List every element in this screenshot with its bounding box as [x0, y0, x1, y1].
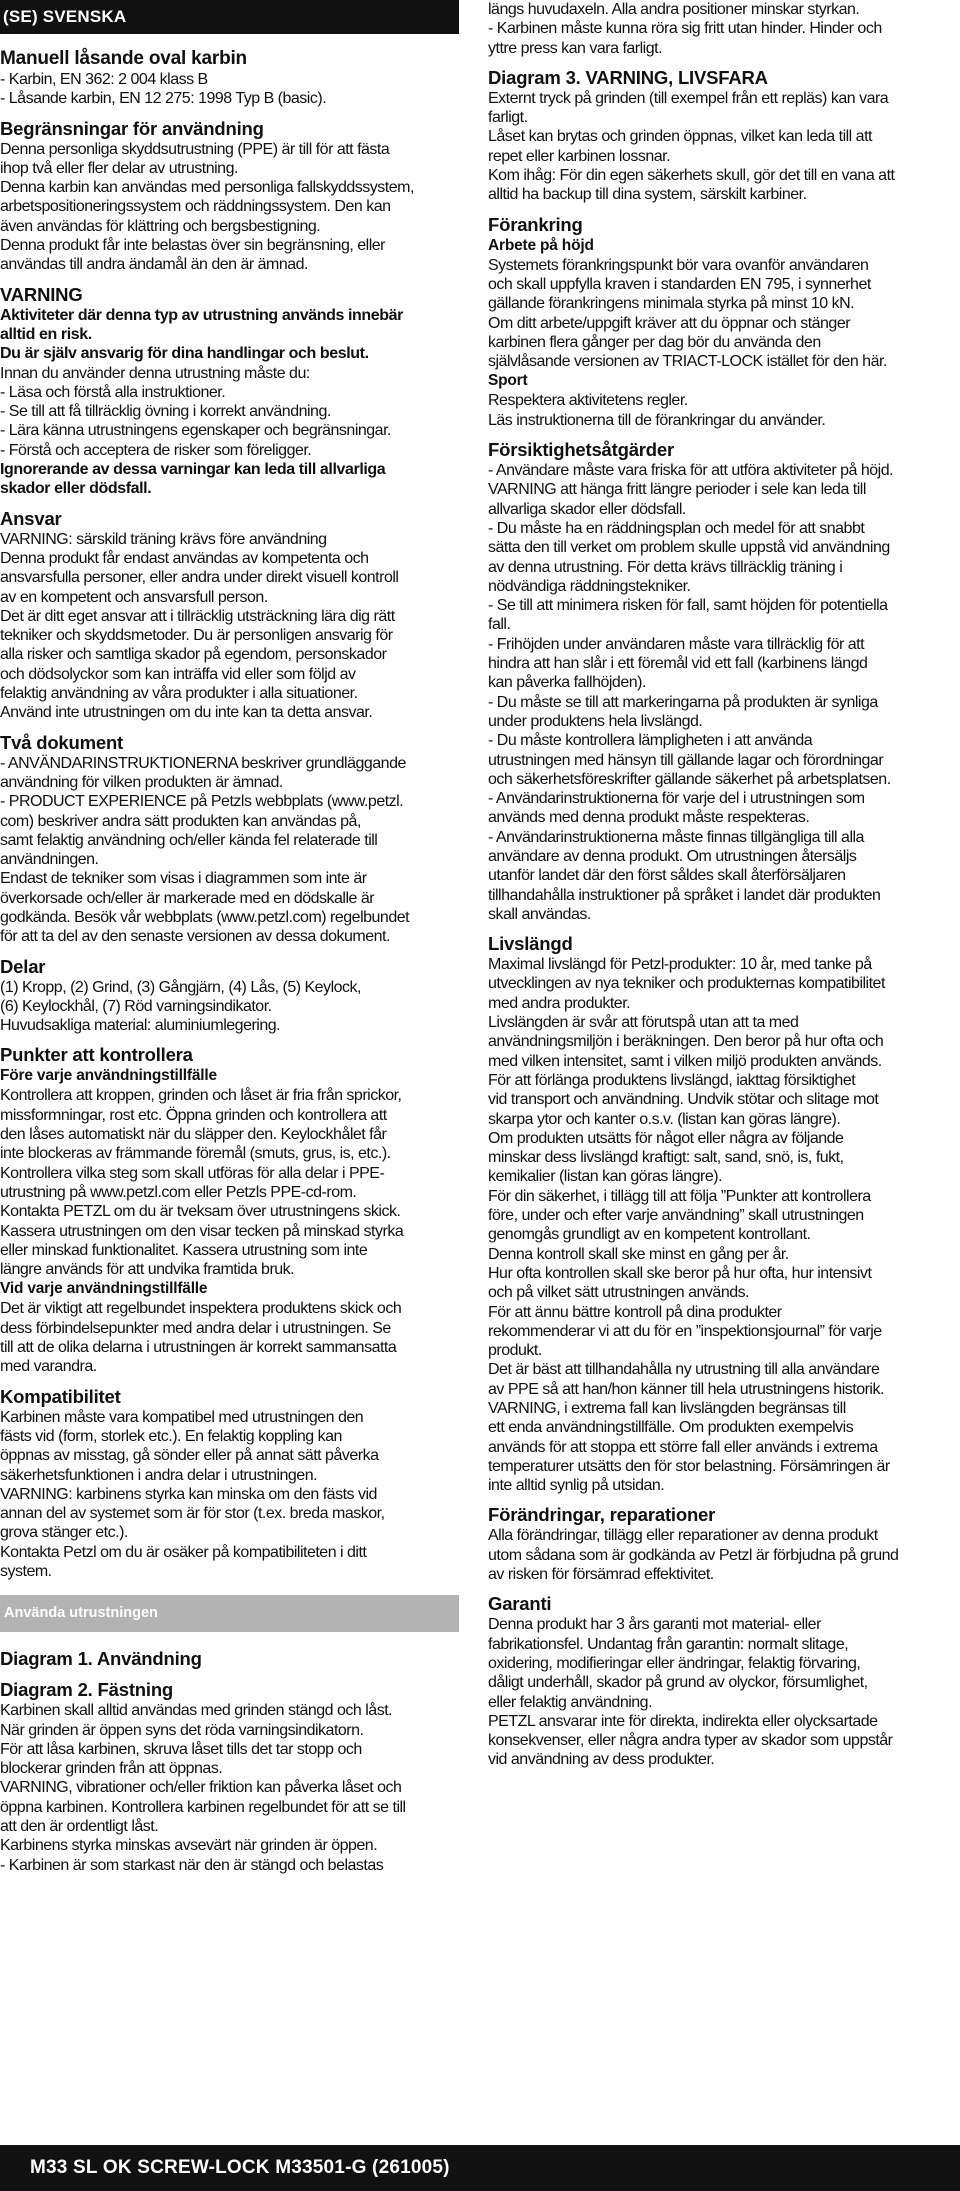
- diagram-1-heading: Diagram 1. Användning: [0, 1648, 202, 1670]
- warranty-heading: Garanti: [488, 1593, 552, 1615]
- anchor-work-subheading: Arbete på höjd: [488, 236, 594, 254]
- warning-consequence-text: Ignorerande av dessa varningar kan leda till allvarliga skador eller dödsfall.: [0, 461, 386, 498]
- precautions-text: - Användare måste vara friska för att utföra aktiviteter på höjd. VARNING att hänga fritt längre perioder i sele kan leda till allvarliga skador eller dödsfall. - Du måste ha en räddningsplan och medel för att snabbt sätta den till verket om problem skulle uppstå vid användning av denna utrustning. För detta krävs tillräcklig träning i nödvändiga räddningstekniker. - Se till att minimera risken för fall, samt höjden för potentiella fall. - Frihöjden under användaren måste vara tillräcklig för att hindra att han slår i ett föremål vid ett fall (karbinens längd kan påverka fallhöjden). - Du måste se till att markeringarna på produkten är synliga under produktens hela livslängd. - Du måste kontrollera lämpligheten i att använda utrustningen med hänsyn till gällande lagar och förordningar och säkerhetsföreskrifter gällande säkerhet på arbetsplatsen. - Användarinstruktionerna för varje del i utrustningen som används med denna produkt måste respekteras. - Användarinstruktionerna måste finnas tillgängliga till alla användare av denna produkt. Om utrustningen återsäljs utanför landet där den först såldes skall återförsäljaren tillhandahålla instruktioner på språket i landet där produkten skall användas.: [488, 462, 894, 923]
- anchor-sport-subheading: Sport: [488, 372, 528, 390]
- left-column: [0, 0, 459, 1875]
- warning-instructions: Innan du använder denna utrustning måste du: - Läsa och förstå alla instruktioner. - Se till att få tillräcklig övning i korrekt användning. - Lära känna utrustningens egenskaper och begränsningar. - Förstå och acceptera de risker som föreligger.: [0, 364, 391, 459]
- limits-heading: Begränsningar för användning: [0, 117, 264, 139]
- diagram-3-heading: Diagram 3. VARNING, LIVSFARA: [488, 66, 768, 88]
- limits-text: Denna personliga skyddsutrustning (PPE) är till för att fästa ihop två eller fler delar av utrustning. Denna karbin kan användas med personliga fallskyddssystem, arbetspositioneringssystem och räddningssystem. Den kan även användas för klättring och bergsbestigning. Denna produkt får inte belastas över sin begränsning, eller användas till andra ändamål än den är ämnad.: [0, 140, 414, 274]
- usage-section-bar: Använda utrustningen: [0, 1595, 459, 1632]
- anchor-heading: Förankring: [488, 213, 583, 235]
- check-during-use-text: Det är viktigt att regelbundet inspektera produktens skick och dess förbindelsepunkter med andra delar i utrustningen. Se till att de olika delarna i utrustningen är korrekt sammansatta med varandra.: [0, 1300, 402, 1376]
- lifetime-text: Maximal livslängd för Petzl-produkter: 10 år, med tanke på utvecklingen av nya tekniker och produkternas kompatibilitet med andra produkter. Livslängden är svår att förutspå utan att ta med användningsmiljön i beräkningen. Den beror på hur ofta och med vilken intensitet, samt i vilken miljö produkten används. För att förlänga produktens livslängd, iakttag försiktighet vid transport och användning. Undvik stötar och slitage mot skarpa ytor och kanter o.s.v. (listan kan göras längre). Om produkten utsätts för något eller några av följande minskar dess livslängd kraftigt: salt, sand, snö, is, fukt, kemikalier (listan kan göras längre). För din säkerhet, i tillägg till att följa ”Punkter att kontrollera före, under och efter varje användning” skall utrustningen genomgås grundligt av en kompetent kontrollant. Denna kontroll skall ske minst en gång per år. Hur ofta kontrollen skall ske beror på hur ofta, hur intensivt och på vilket sätt utrustningen används. För att ännu bättre kontroll på dina produkter rekommenderar vi att du för en ”inspektionsjournal” för varje produkt. Det är bäst att tillhandahålla ny utrustning till alla användare av PPE så att han/hon känner till hela utrustningens historik. VARNING, i extrema fall kan livslängden begränsas till ett enda användningstillfälle. Om produkten exempelvis används för att stoppa ett större fall eller används i extrema temperaturer utsätts den för stor belastning. Försämringen är inte alltid synlig på utsidan.: [488, 956, 890, 1495]
- footer-bar: [0, 2145, 960, 2191]
- precautions-heading: Försiktighetsåtgärder: [488, 439, 674, 461]
- parts-heading: Delar: [0, 955, 46, 977]
- anchor-sport-text: Respektera aktivitetens regler. Läs instruktionerna till de förankringar du använder.: [488, 392, 826, 429]
- changes-heading: Förändringar, reparationer: [488, 1504, 716, 1526]
- standards-list: - Karbin, EN 362: 2 004 klass B - Låsande karbin, EN 12 275: 1998 Typ B (basic).: [0, 71, 327, 108]
- warning-heading: VARNING: [0, 283, 83, 305]
- compatibility-heading: Kompatibilitet: [0, 1385, 121, 1407]
- check-before-use-subheading: Före varje användningstillfälle: [0, 1067, 217, 1085]
- parts-text: (1) Kropp, (2) Grind, (3) Gångjärn, (4) Lås, (5) Keylock, (6) Keylockhål, (7) Röd varningsindikator. Huvudsakliga material: aluminiumlegering.: [0, 978, 361, 1035]
- footer-product-code: M33 SL OK SCREW-LOCK M33501-G (261005): [30, 2157, 450, 2178]
- changes-text: Alla förändringar, tillägg eller reparationer av denna produkt utom sådana som är godkända av Petzl är förbjudna på grund av risken för försämrad effektivitet.: [488, 1527, 899, 1584]
- warranty-text: Denna produkt har 3 års garanti mot material- eller fabrikationsfel. Undantag från garantin: normalt slitage, oxidering, modifieringar eller ändringar, felaktig förvaring, dåligt underhåll, skador på grund av olyckor, försumlighet, eller felaktig användning. PETZL ansvarar inte för direkta, indirekta eller olycksartade konsekvenser, eller några andra typer av skador som uppstår vid användning av dess produkter.: [488, 1616, 893, 1769]
- diagram-2-continued-text: längs huvudaxeln. Alla andra positioner minskar styrkan. - Karbinen måste kunna röra sig fritt utan hinder. Hinder och yttre press kan vara farligt.: [488, 1, 882, 57]
- two-docs-text: - ANVÄNDARINSTRUKTIONERNA beskriver grundläggande användning för vilken produkten är ämnad. - PRODUCT EXPERIENCE på Petzls webbplats (www.petzl. com) beskriver andra sätt produkten kan användas på, samt felaktig användning och/eller kända fel relaterade till användningen. Endast de tekniker som visas i diagrammen som inte är överkorsade och/eller är markerade med en dödskalle är godkända. Besök vår webbplats (www.petzl.com) regelbundet för att ta del av den senaste versionen av dessa dokument.: [0, 754, 410, 946]
- compatibility-text: Karbinen måste vara kompatibel med utrustningen den fästs vid (form, storlek etc.). En felaktig koppling kan öppnas av misstag, gå sönder eller på annat sätt påverka säkerhetsfunktionen i andra delar i utrustningen. VARNING: karbinens styrka kan minska om den fästs vid annan del av systemet som är för stor (t.ex. breda maskor, grova stänger etc.). Kontakta Petzl om du är osäker på kompatibiliteten i ditt system.: [0, 1408, 385, 1580]
- right-column: [488, 0, 954, 1770]
- two-docs-heading: Två dokument: [0, 731, 124, 753]
- language-header: (SE) SVENSKA: [0, 0, 459, 34]
- check-heading: Punkter att kontrollera: [0, 1044, 193, 1066]
- diagram-3-text: Externt tryck på grinden (till exempel från ett repläs) kan vara farligt. Låset kan brytas och grinden öppnas, vilket kan leda till att repet eller karbinen lossnar. Kom ihåg: För din egen säkerhets skull, gör det till en vana att alltid ha backup till dina system, särskilt karbiner.: [488, 89, 895, 204]
- liability-text: VARNING: särskild träning krävs före användning Denna produkt får endast användas av kompetenta och ansvarsfulla personer, eller andra under direkt visuell kontroll av en kompetent och ansvarsfull person. Det är ditt eget ansvar att i tillräcklig utsträckning lära dig rätt tekniker och skyddsmetoder. Du är personligen ansvarig för alla risker och samtliga skador på egendom, personskador och dödsolyckor som kan inträffa vid eller som följd av felaktig användning av våra produkter i alla situationer. Använd inte utrustningen om du inte kan ta detta ansvar.: [0, 530, 399, 722]
- liability-heading: Ansvar: [0, 507, 62, 529]
- warning-risk-text: Aktiviteter där denna typ av utrustning används innebär alltid en risk. Du är själv ansvarig för dina handlingar och beslut.: [0, 306, 403, 363]
- check-before-use-text: Kontrollera att kroppen, grinden och låset är fria från sprickor, missformningar, rost etc. Öppna grinden och kontrollera att den låses automatiskt när du släpper den. Keylockhålet får inte blockeras av främmande föremål (smuts, grus, is, etc.). Kontrollera vilka steg som skall utföras för alla delar i PPE- utrustning på www.petzl.com eller Petzls PPE-cd-rom. Kontakta PETZL om du är tveksam över utrustningens skick. Kassera utrustningen om den visar tecken på minskad styrka eller minskad funktionalitet. Kassera utrustning som inte längre används för att undvika framtida bruk.: [0, 1087, 404, 1279]
- diagram-2-text: Karbinen skall alltid användas med grinden stängd och låst. När grinden är öppen syns det röda varningsindikatorn. För att låsa karbinen, skruva låset tills det tar stopp och blockerar grinden från att öppnas. VARNING, vibrationer och/eller friktion kan påverka låset och öppna karbinen. Kontrollera karbinen regelbundet för att se till att den är ordentligt låst. Karbinens styrka minskas avsevärt när grinden är öppen. - Karbinen är som starkast när den är stängd och belastas: [0, 1702, 406, 1874]
- diagram-2-heading: Diagram 2. Fästning: [0, 1679, 174, 1701]
- check-during-use-subheading: Vid varje användningstillfälle: [0, 1280, 208, 1298]
- lifetime-heading: Livslängd: [488, 933, 573, 955]
- anchor-work-text: Systemets förankringspunkt bör vara ovanför användaren och skall uppfylla kraven i standarden EN 795, i synnerhet gällande förankringens minimala styrka på minst 10 kN. Om ditt arbete/uppgift kräver att du öppnar och stänger karbinen flera gånger per dag bör du använda den självlåsande versionen av TRIACT-LOCK istället för den här.: [488, 256, 887, 371]
- product-title: Manuell låsande oval karbin: [0, 48, 247, 69]
